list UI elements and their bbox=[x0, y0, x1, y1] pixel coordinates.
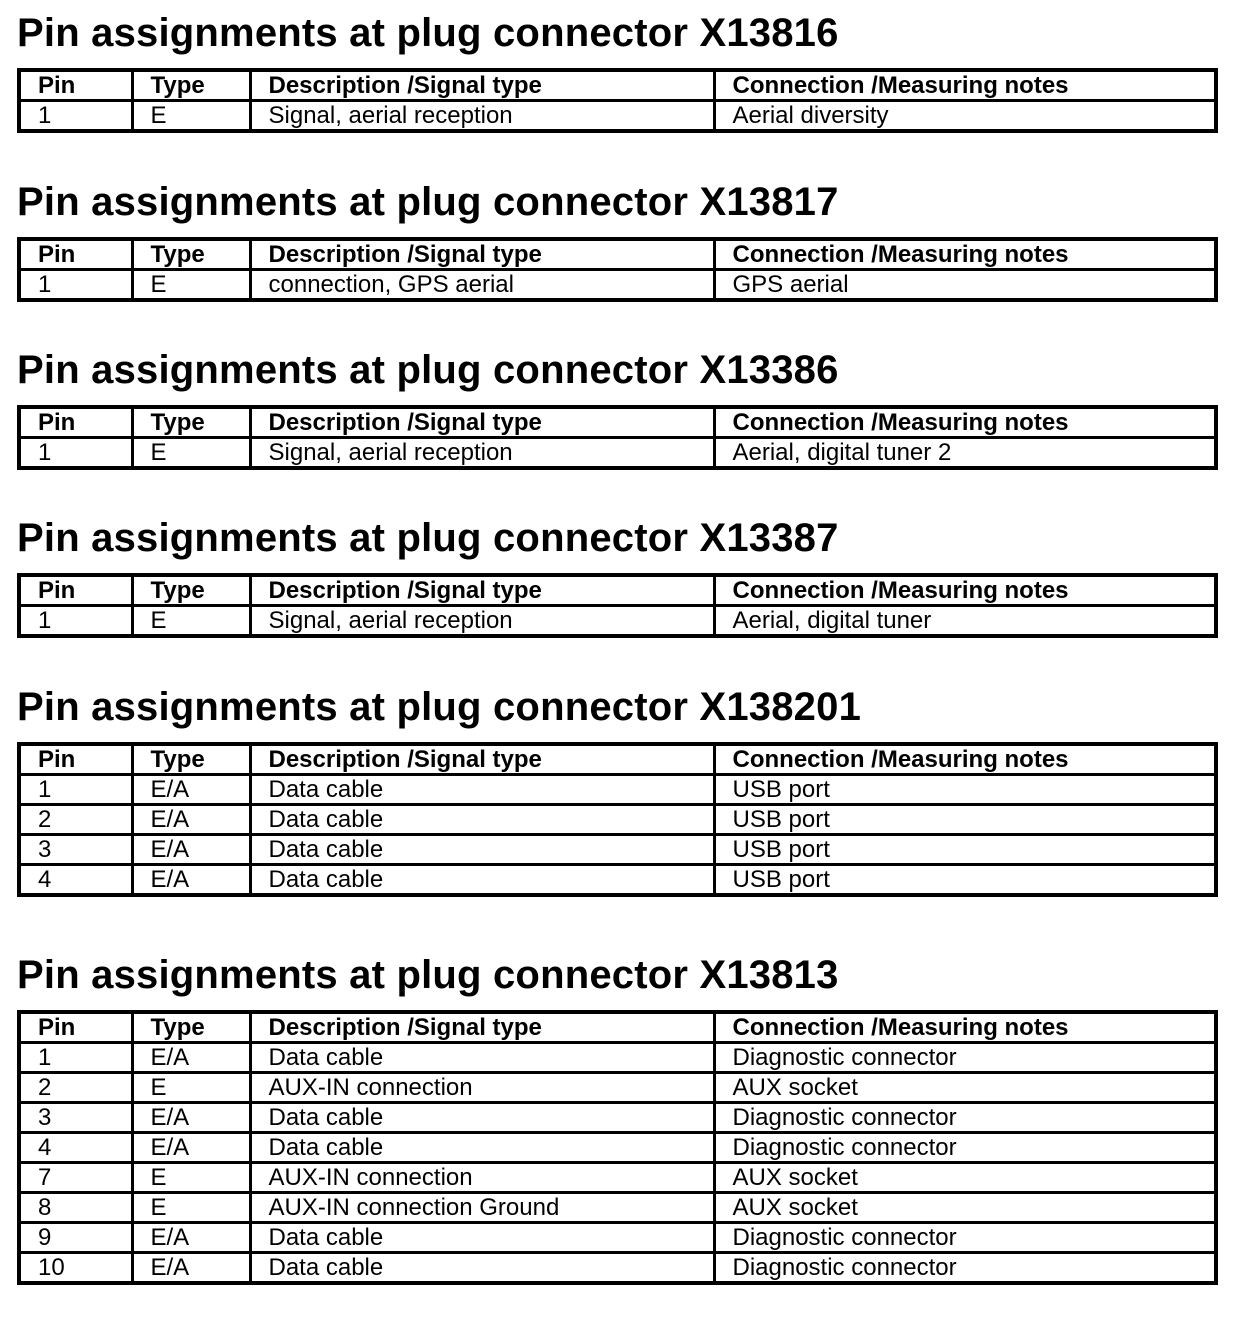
section-title: Pin assignments at plug connector X13816 bbox=[17, 11, 839, 55]
header-connection: Connection /Measuring notes bbox=[714, 407, 1216, 438]
cell-pin: 10 bbox=[19, 1253, 132, 1284]
cell-pin: 3 bbox=[19, 1103, 132, 1133]
table-row bbox=[19, 606, 1216, 637]
header-row bbox=[19, 575, 1216, 606]
cell-description: AUX-IN connection bbox=[250, 1163, 714, 1193]
header-type: Type bbox=[132, 407, 250, 438]
cell-pin: 8 bbox=[19, 1193, 132, 1223]
table-row bbox=[19, 1043, 1216, 1073]
cell-description: Data cable bbox=[250, 775, 714, 805]
cell-pin: 7 bbox=[19, 1163, 132, 1193]
table-row bbox=[19, 865, 1216, 896]
pin-table bbox=[17, 68, 1218, 133]
table-row bbox=[19, 1103, 1216, 1133]
table-row bbox=[19, 101, 1216, 132]
cell-type: E/A bbox=[132, 835, 250, 865]
header-pin: Pin bbox=[19, 575, 132, 606]
section-title: Pin assignments at plug connector X13817 bbox=[17, 180, 839, 224]
cell-pin: 1 bbox=[19, 101, 132, 132]
header-row bbox=[19, 744, 1216, 775]
table-row bbox=[19, 438, 1216, 469]
section-title: Pin assignments at plug connector X13386 bbox=[17, 348, 839, 392]
cell-pin: 1 bbox=[19, 606, 132, 637]
cell-pin: 3 bbox=[19, 835, 132, 865]
table-row bbox=[19, 835, 1216, 865]
cell-description: Data cable bbox=[250, 1253, 714, 1284]
cell-connection: Aerial diversity bbox=[714, 101, 1216, 132]
cell-connection: Aerial, digital tuner 2 bbox=[714, 438, 1216, 469]
cell-description: Signal, aerial reception bbox=[250, 606, 714, 637]
cell-description: Data cable bbox=[250, 865, 714, 896]
header-pin: Pin bbox=[19, 407, 132, 438]
header-description: Description /Signal type bbox=[250, 575, 714, 606]
cell-type: E/A bbox=[132, 865, 250, 896]
table-row bbox=[19, 1133, 1216, 1163]
cell-connection: AUX socket bbox=[714, 1193, 1216, 1223]
cell-type: E bbox=[132, 101, 250, 132]
header-row bbox=[19, 70, 1216, 101]
section-title: Pin assignments at plug connector X13813 bbox=[17, 953, 839, 997]
cell-pin: 1 bbox=[19, 438, 132, 469]
cell-type: E/A bbox=[132, 805, 250, 835]
header-connection: Connection /Measuring notes bbox=[714, 744, 1216, 775]
cell-description: Signal, aerial reception bbox=[250, 438, 714, 469]
header-pin: Pin bbox=[19, 744, 132, 775]
header-type: Type bbox=[132, 70, 250, 101]
header-type: Type bbox=[132, 575, 250, 606]
header-type: Type bbox=[132, 744, 250, 775]
cell-pin: 1 bbox=[19, 775, 132, 805]
header-description: Description /Signal type bbox=[250, 239, 714, 270]
cell-connection: Diagnostic connector bbox=[714, 1133, 1216, 1163]
header-type: Type bbox=[132, 239, 250, 270]
cell-type: E bbox=[132, 438, 250, 469]
cell-type: E bbox=[132, 1193, 250, 1223]
section-title: Pin assignments at plug connector X138201 bbox=[17, 685, 862, 729]
cell-connection: Diagnostic connector bbox=[714, 1043, 1216, 1073]
cell-pin: 4 bbox=[19, 1133, 132, 1163]
header-type: Type bbox=[132, 1012, 250, 1043]
cell-connection: Aerial, digital tuner bbox=[714, 606, 1216, 637]
cell-description: AUX-IN connection bbox=[250, 1073, 714, 1103]
pin-table bbox=[17, 405, 1218, 470]
header-row bbox=[19, 407, 1216, 438]
header-pin: Pin bbox=[19, 1012, 132, 1043]
cell-type: E bbox=[132, 1073, 250, 1103]
cell-description: Data cable bbox=[250, 1043, 714, 1073]
cell-type: E bbox=[132, 270, 250, 301]
header-connection: Connection /Measuring notes bbox=[714, 239, 1216, 270]
cell-connection: USB port bbox=[714, 835, 1216, 865]
header-description: Description /Signal type bbox=[250, 407, 714, 438]
cell-description: Data cable bbox=[250, 1133, 714, 1163]
cell-connection: Diagnostic connector bbox=[714, 1223, 1216, 1253]
cell-description: Data cable bbox=[250, 1223, 714, 1253]
cell-type: E/A bbox=[132, 1103, 250, 1133]
header-description: Description /Signal type bbox=[250, 1012, 714, 1043]
table-row bbox=[19, 1193, 1216, 1223]
header-connection: Connection /Measuring notes bbox=[714, 1012, 1216, 1043]
cell-connection: USB port bbox=[714, 805, 1216, 835]
cell-pin: 9 bbox=[19, 1223, 132, 1253]
cell-type: E/A bbox=[132, 1133, 250, 1163]
cell-pin: 2 bbox=[19, 1073, 132, 1103]
header-row bbox=[19, 1012, 1216, 1043]
table-row bbox=[19, 270, 1216, 301]
pin-table bbox=[17, 573, 1218, 638]
pin-table bbox=[17, 237, 1218, 302]
pin-table bbox=[17, 742, 1218, 897]
cell-description: connection, GPS aerial bbox=[250, 270, 714, 301]
cell-type: E/A bbox=[132, 1253, 250, 1284]
cell-description: Signal, aerial reception bbox=[250, 101, 714, 132]
header-description: Description /Signal type bbox=[250, 70, 714, 101]
header-connection: Connection /Measuring notes bbox=[714, 70, 1216, 101]
header-description: Description /Signal type bbox=[250, 744, 714, 775]
section-title: Pin assignments at plug connector X13387 bbox=[17, 516, 839, 560]
cell-connection: Diagnostic connector bbox=[714, 1253, 1216, 1284]
table-row bbox=[19, 1073, 1216, 1103]
cell-description: Data cable bbox=[250, 1103, 714, 1133]
cell-pin: 2 bbox=[19, 805, 132, 835]
cell-type: E bbox=[132, 606, 250, 637]
header-pin: Pin bbox=[19, 70, 132, 101]
header-row bbox=[19, 239, 1216, 270]
cell-description: AUX-IN connection Ground bbox=[250, 1193, 714, 1223]
cell-description: Data cable bbox=[250, 835, 714, 865]
table-row bbox=[19, 1253, 1216, 1284]
cell-connection: USB port bbox=[714, 865, 1216, 896]
cell-type: E bbox=[132, 1163, 250, 1193]
pin-table bbox=[17, 1010, 1218, 1285]
cell-connection: USB port bbox=[714, 775, 1216, 805]
table-row bbox=[19, 805, 1216, 835]
cell-type: E/A bbox=[132, 775, 250, 805]
table-row bbox=[19, 1163, 1216, 1193]
cell-description: Data cable bbox=[250, 805, 714, 835]
header-connection: Connection /Measuring notes bbox=[714, 575, 1216, 606]
table-row bbox=[19, 775, 1216, 805]
cell-pin: 4 bbox=[19, 865, 132, 896]
cell-type: E/A bbox=[132, 1223, 250, 1253]
cell-connection: AUX socket bbox=[714, 1073, 1216, 1103]
table-row bbox=[19, 1223, 1216, 1253]
cell-pin: 1 bbox=[19, 270, 132, 301]
header-pin: Pin bbox=[19, 239, 132, 270]
cell-type: E/A bbox=[132, 1043, 250, 1073]
cell-pin: 1 bbox=[19, 1043, 132, 1073]
cell-connection: Diagnostic connector bbox=[714, 1103, 1216, 1133]
cell-connection: GPS aerial bbox=[714, 270, 1216, 301]
cell-connection: AUX socket bbox=[714, 1163, 1216, 1193]
